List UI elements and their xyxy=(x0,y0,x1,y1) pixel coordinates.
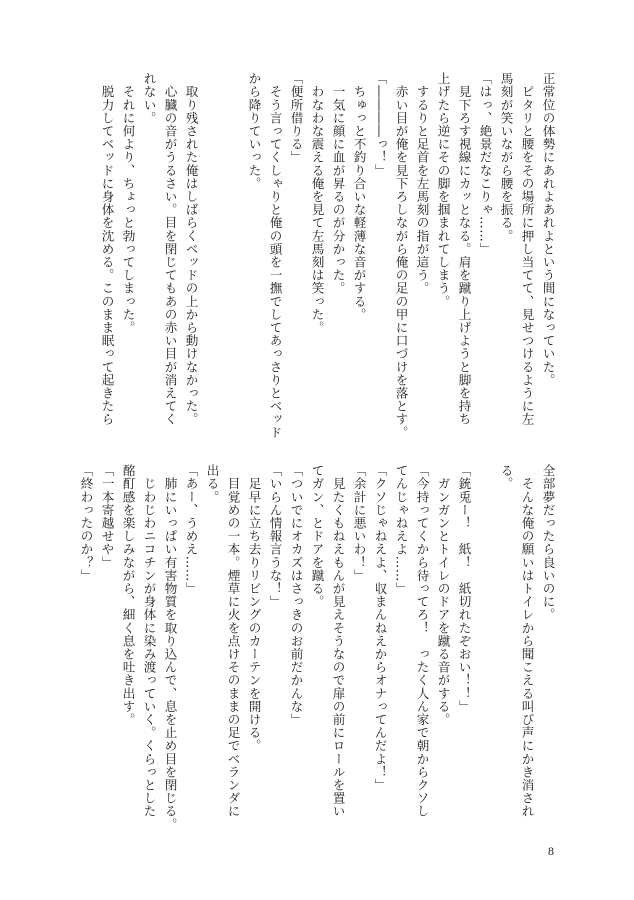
text-line: ガンガンとトイレのドアを蹴る音がする。 xyxy=(435,464,451,726)
text-line: 脱力してベッドに身体を沈める。このまま眠って起きたら xyxy=(99,72,115,426)
text-line: 肺にいっぱい有害物質を取り込んで、息を止め目を閉じる。 xyxy=(162,464,178,831)
text-line: 全部夢だったら良いのに。 xyxy=(540,464,556,622)
text-line: 「銃兎ー！ 紙！ 紙切れたぞおい！！」 xyxy=(456,464,472,713)
text-line: 上げたら逆にその脚を掴まれてしまう。 xyxy=(435,72,451,308)
text-line: る。 xyxy=(498,464,514,491)
text-line: から降りていった。 xyxy=(246,72,262,190)
text-line: 「終わったのか？」 xyxy=(78,464,94,582)
text-line: てガン、とドアを蹴る。 xyxy=(309,464,325,609)
text-line: ちゅっと不釣り合いな軽薄な音がする。 xyxy=(351,72,367,321)
text-line: てんじゃねえよ……」 xyxy=(393,464,409,595)
text-line: 「はっ、絶景だなこりゃ……」 xyxy=(477,72,493,256)
text-line: 見下ろす視線にカッとなる。肩を蹴り上げようと脚を持ち xyxy=(456,72,472,426)
text-line: そう言ってくしゃりと俺の頭を一撫でしてあっさりとベッド xyxy=(267,72,283,439)
text-line: 目覚めの一本。煙草に火を点けそのままの足でベランダに xyxy=(225,464,241,818)
text-line: じわじわニコチンが身体に染み渡っていく。くらっとした xyxy=(141,464,157,818)
text-line: 出る。 xyxy=(204,464,220,504)
text-line: 「クソじゃねえよ、収まんねえからオナってんだよ！」 xyxy=(372,464,388,792)
text-line: 酩酊感を楽しみながら、細く息を吐き出す。 xyxy=(120,464,136,726)
text-line: 「今持ってくから待ってろ！ ったく人ん家で朝からクソし xyxy=(414,464,430,818)
text-line: 見たくもねえもんが見えそうなので扉の前にロールを置い xyxy=(330,464,346,818)
text-line: するりと足首を左馬刻の指が這う。 xyxy=(414,72,430,295)
text-line: 正常位の体勢にあれよあれよという間になっていた。 xyxy=(540,72,556,387)
text-line: 赤い目が俺を見下ろしながら俺の足の甲に口づけを落とす。 xyxy=(393,72,409,439)
text-line: 「あー、うめえ……」 xyxy=(183,464,199,595)
text-line: 足早に立ち去りリビングのカーテンを開ける。 xyxy=(246,464,262,753)
text-line: 「いらん情報言うな！」 xyxy=(267,464,283,609)
text-line: ピタリと腰をその場所に押し当てて、見せつけるように左 xyxy=(519,72,535,426)
text-line: 取り残された俺はしばらくベッドの上から動けなかった。 xyxy=(183,72,199,426)
text-line: そんな俺の願いはトイレから聞こえる叫び声にかき消され xyxy=(519,464,535,818)
text-line: 「便所借りる」 xyxy=(288,72,304,164)
text-line: 馬刻が笑いながら腰を振る。 xyxy=(498,72,514,243)
text-line: 一気に顔に血が昇るのが分かった。 xyxy=(330,72,346,295)
text-line: わなわな震える俺を見て左馬刻は笑った。 xyxy=(309,72,325,334)
text-line: 心臓の音がうるさい。目を閉じてもあの赤い目が消えてく xyxy=(162,72,178,426)
text-line: れない。 xyxy=(141,72,157,125)
text-line: 「ついでにオカズはさっきのお前だかんな」 xyxy=(288,464,304,726)
text-line: それに何より、ちょっと勃ってしまった。 xyxy=(120,72,136,334)
text-line: 「――――っ！」 xyxy=(372,72,388,177)
text-line: 「余計に悪いわ！」 xyxy=(351,464,367,582)
text-line: 「一本寄越せや」 xyxy=(99,464,115,569)
page-number: 8 xyxy=(548,844,554,858)
